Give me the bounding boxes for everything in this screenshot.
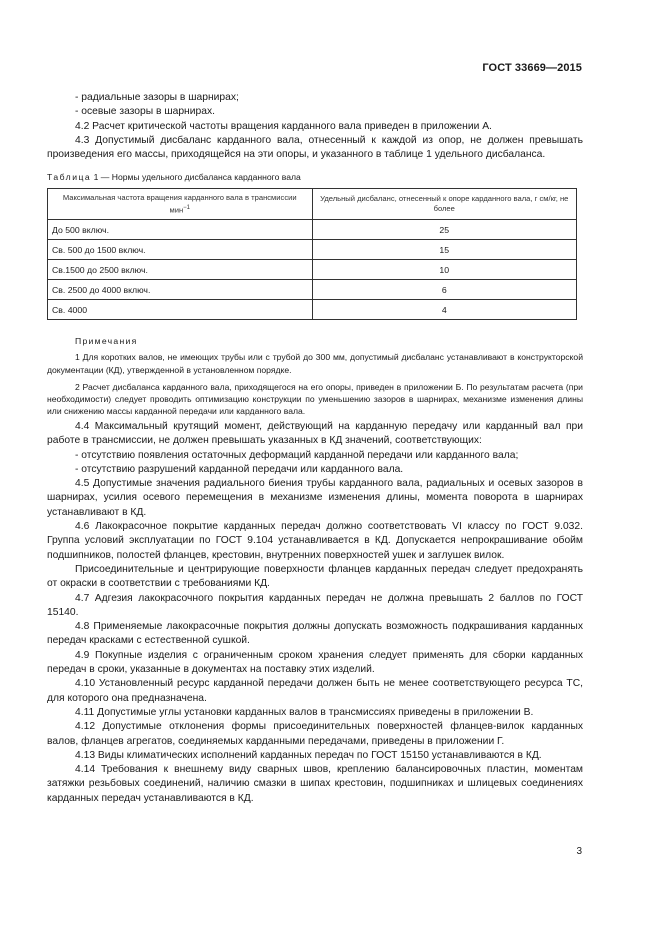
notes-block [47,335,583,418]
table-row [48,300,577,320]
cell-rotation-range: Св. 500 до 1500 включ. [48,240,313,260]
table-caption-label: Таблица [47,172,92,182]
document-code: ГОСТ 33669—2015 [482,62,582,74]
table-caption [47,172,301,182]
paragraph-4-6: 4.6 Лакокрасочное покрытие карданных передач должно соответствовать VI классу по ГОСТ 9.032. Группа условий эксплуатации по ГОСТ 9.104 устанавливается в КД. Допускается непрокрашивание обойм подшипников, полостей фланцев, крестовин, внутренних поверхностей ушек и заглушек вилок. [47,521,583,561]
cell-unbalance-value: 10 [312,260,577,280]
list-item-no-destruction: - отсутствию разрушений карданной передачи или карданного вала. [75,463,404,475]
cell-unbalance-value: 15 [312,240,577,260]
note-2: 2 Расчет дисбаланса карданного вала, приходящегося на его опоры, приведен в приложении Б. По результатам расчета (при необходимости) следует проводить оптимизацию конструкции по уменьшению зазоров в шарнирах, механизме изменения длины или снижению массы карданной передачи или карданного вала. [47,381,583,417]
table-row [48,220,577,240]
table-body [48,220,577,320]
column-header-specific-unbalance: Удельный дисбаланс, отнесенный к опоре карданного вала, г см/кг, не более [312,189,577,220]
cell-rotation-range: До 500 включ. [48,220,313,240]
cell-unbalance-value: 25 [312,220,577,240]
paragraph-4-7: 4.7 Адгезия лакокрасочного покрытия карданных передач не должна превышать 2 баллов по ГОСТ 15140. [47,592,583,618]
list-item-radial-gaps: - радиальные зазоры в шарнирах; [75,92,239,103]
note-1: 1 Для коротких валов, не имеющих трубы или с трубой до 300 мм, допустимый дисбаланс устанавливают в конструкторской документации (КД), утвержденной в установленном порядке. [47,352,583,375]
table-header-row [48,189,577,220]
table-row [48,260,577,280]
notes-heading: Примечания [75,336,138,346]
cell-rotation-range: Св. 2500 до 4000 включ. [48,280,313,300]
cell-rotation-range: Св.1500 до 2500 включ. [48,260,313,280]
intro-block [47,91,583,162]
page-number: 3 [576,846,582,857]
paragraph-4-2: 4.2 Расчет критической частоты вращения карданного вала приведен в приложении А. [75,120,492,132]
cell-rotation-range: Св. 4000 [48,300,313,320]
paragraph-4-14: 4.14 Требования к внешнему виду сварных швов, креплению балансировочных пластин, моментам затяжки резьбовых соединений, наличию смазки в шипах крестовин, подшипниках и шлицевых соединениях карданных передач устанавливаются в КД. [47,764,583,804]
paragraph-4-13: 4.13 Виды климатических исполнений карданных передач по ГОСТ 15150 устанавливаются в КД. [75,749,542,761]
paragraph-4-9: 4.9 Покупные изделия с ограниченным сроком хранения следует применять для сборки карданных передач в сроки, указанные в документах на поставку этих изделий. [47,649,583,676]
paragraph-4-8: 4.8 Применяемые лакокрасочные покрытия должны допускать возможность подкрашивания карданных передач красками с естественной сушкой. [47,621,583,647]
cell-unbalance-value: 6 [312,280,577,300]
sections-block [47,420,583,806]
paragraph-4-5: 4.5 Допустимые значения радиального биения трубы карданного вала, радиальных и осевых зазоров в шарнирах, усилия осевого перемещения в механизме изменения длины, момента поворота в шарнирах устанавливают в КД. [47,478,583,518]
paragraph-4-3: 4.3 Допустимый дисбаланс карданного вала, отнесенный к каждой из опор, не должен превышать произведения его массы, приходящейся на эти опоры, и указанного в таблице 1 удельного дисбаланса. [47,134,583,161]
column-header-rotation-speed: Максимальная частота вращения карданного вала в трансмиссии мин$^{-1}$ [48,189,313,220]
unbalance-norms-table [47,188,577,320]
table-row [48,280,577,300]
paragraph-4-12: 4.12 Допустимые отклонения формы присоединительных поверхностей фланцев-вилок карданных валов, фланцев агрегатов, соединяемых карданными передачами, приведены в приложении Г. [47,721,583,747]
table-caption-text: 1 — Нормы удельного дисбаланса карданного вала [93,172,301,182]
table-row [48,240,577,260]
paragraph-4-4: 4.4 Максимальный крутящий момент, действующий на карданную передачу или карданный вал при работе в трансмиссии, не должен превышать указанных в КД значений, соответствующих: [47,421,583,447]
cell-unbalance-value: 4 [312,300,577,320]
list-item-no-deformation: - отсутствию появления остаточных деформаций карданной передачи или карданного вала; [75,449,519,461]
paragraph-4-11: 4.11 Допустимые углы установки карданных валов в трансмиссиях приведены в приложении В. [75,706,534,718]
paragraph-4-6-continued: Присоединительные и центрирующие поверхности фланцев карданных передач следует предохранять от окраски в соответствии с требованиями КД. [47,563,583,590]
paragraph-4-10: 4.10 Установленный ресурс карданной передачи должен быть не менее соответствующего ресурса ТС, для которого она предназначена. [47,678,583,704]
list-item-axial-gaps: - осевые зазоры в шарнирах. [75,106,215,118]
